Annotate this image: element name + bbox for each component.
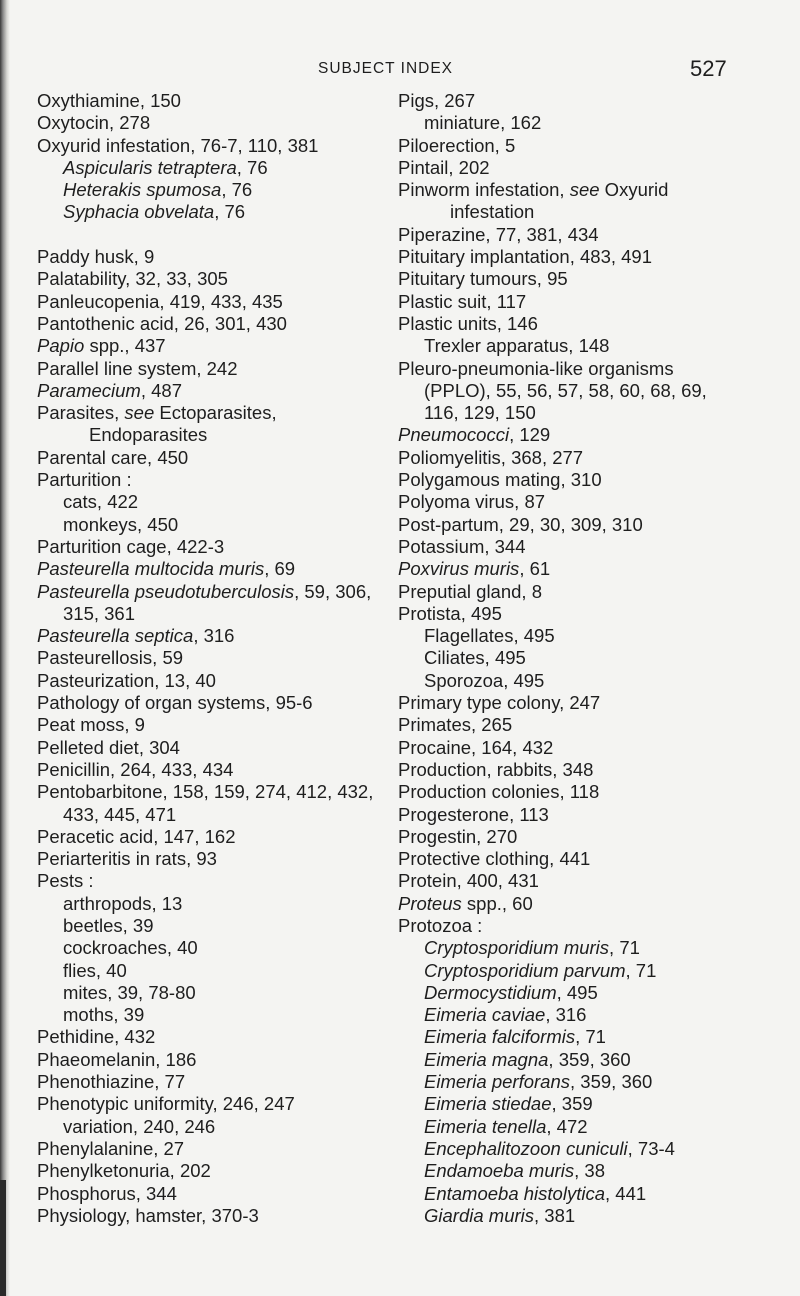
entry-spacer [37,224,382,246]
entry-text: Parturition cage, 422-3 [37,535,225,557]
entry-text-italic: Encephalitozoon cuniculi [424,1137,628,1159]
entry-text: miniature, 162 [424,112,542,134]
entry-text-italic: Eimeria caviae [424,1004,546,1026]
index-entry [398,603,728,625]
index-entry [37,335,382,357]
index-entry [398,714,728,736]
index-subentry [398,647,728,669]
entry-text: , 359, 360 [570,1071,653,1093]
entry-text: , 495 [556,981,598,1003]
index-subentry [398,670,728,692]
index-subentry [398,1004,728,1026]
index-column-right [398,90,728,1227]
index-entry [398,826,728,848]
entry-text-italic: see [124,402,155,424]
entry-text: Pintail, 202 [398,156,490,178]
index-subentry [37,424,382,446]
index-entry [398,313,728,335]
entry-text: Pleuro-pneumonia-like organisms [398,357,674,379]
entry-text: Periarteritis in rats, 93 [37,848,217,870]
entry-text: Peracetic acid, 147, 162 [37,825,236,847]
entry-text: , 61 [519,558,551,580]
entry-text: 116, 129, 150 [424,402,536,424]
entry-text: Phenylalanine, 27 [37,1137,185,1159]
entry-text-italic: Giardia muris [424,1204,534,1226]
entry-text-italic: Cryptosporidium parvum [424,959,626,981]
index-subentry [398,960,728,982]
entry-text: , 76 [214,201,246,223]
index-entry [398,291,728,313]
entry-text: Piloerection, 5 [398,134,516,156]
index-subentry [398,402,728,424]
entry-text: beetles, 39 [63,914,154,936]
index-entry [398,558,728,580]
entry-text: Plastic units, 146 [398,312,538,334]
entry-text: moths, 39 [63,1004,145,1026]
index-entry [398,135,728,157]
index-subentry [37,1116,382,1138]
entry-text-italic: Cryptosporidium muris [424,937,610,959]
index-entry [37,647,382,669]
index-entry [398,848,728,870]
entry-text-italic: Paramecium [37,379,141,401]
index-entry [37,1026,382,1048]
entry-text-italic: Proteus [398,892,462,914]
index-entry [398,491,728,513]
index-entry [398,224,728,246]
index-subentry [398,1026,728,1048]
entry-text: Parturition : [37,469,132,491]
index-subentry [398,982,728,1004]
entry-text: Preputial gland, 8 [398,580,542,602]
index-entry [398,469,728,491]
index-subentry [37,201,382,223]
entry-text: Piperazine, 77, 381, 434 [398,223,599,245]
index-entry [37,581,382,603]
index-entry [398,90,728,112]
entry-text: Pasteurization, 13, 40 [37,669,216,691]
entry-text: , 59, 306, [294,580,372,602]
running-head: SUBJECT INDEX [318,60,454,77]
entry-text: , 472 [546,1115,588,1137]
index-entry [37,246,382,268]
entry-text: Pests : [37,870,94,892]
entry-text: Trexler apparatus, 148 [424,335,610,357]
index-entry [37,112,382,134]
index-subentry [398,380,728,402]
index-entry [37,135,382,157]
entry-text: Oxytocin, 278 [37,112,151,134]
index-entry [37,1160,382,1182]
entry-text: , 359, 360 [548,1048,631,1070]
entry-text: , 359 [551,1093,593,1115]
index-subentry [398,1138,728,1160]
entry-text: , 38 [574,1160,605,1182]
index-entry [37,737,382,759]
entry-text-italic: Eimeria tenella [424,1115,547,1137]
index-entry [37,1183,382,1205]
entry-text: spp., 437 [84,335,166,357]
entry-text: , 71 [575,1026,606,1048]
index-entry [398,514,728,536]
entry-text: Primates, 265 [398,714,513,736]
entry-text-italic: Eimeria stiedae [424,1093,552,1115]
entry-text: Procaine, 164, 432 [398,736,554,758]
entry-text: Progestin, 270 [398,825,518,847]
index-entry [37,759,382,781]
index-subentry [398,1205,728,1227]
entry-text: Sporozoa, 495 [424,669,545,691]
entry-text-italic: Dermocystidium [424,981,557,1003]
index-entry [37,358,382,380]
entry-text: Flagellates, 495 [424,625,555,647]
index-entry [398,581,728,603]
index-entry [37,447,382,469]
entry-text: Polyoma virus, 87 [398,491,546,513]
index-entry [37,826,382,848]
index-entry [398,781,728,803]
entry-text-italic: Aspicularis tetraptera [63,156,237,178]
index-entry [398,536,728,558]
entry-text: , 76 [221,179,253,201]
entry-text: , 76 [236,156,268,178]
index-subentry [37,915,382,937]
entry-text-italic: Eimeria perforans [424,1071,571,1093]
index-entry [37,402,382,424]
index-subentry [398,1116,728,1138]
index-entry [398,358,728,380]
index-entry [37,870,382,892]
entry-text-italic: Eimeria magna [424,1048,549,1070]
index-subentry [398,1093,728,1115]
entry-text: Polygamous mating, 310 [398,469,602,491]
index-entry [37,1049,382,1071]
index-subentry [398,1071,728,1093]
entry-text: Protein, 400, 431 [398,870,539,892]
entry-text: cockroaches, 40 [63,937,198,959]
entry-text: , 71 [609,937,640,959]
index-entry [37,313,382,335]
entry-text: Primary type colony, 247 [398,692,601,714]
index-entry [398,157,728,179]
index-entry [398,447,728,469]
index-entry [398,268,728,290]
entry-text-italic: Poxvirus muris [398,558,520,580]
entry-text: Protista, 495 [398,602,502,624]
page-number: 527 [690,56,727,81]
index-entry [37,558,382,580]
index-entry [37,1071,382,1093]
index-subentry [37,514,382,536]
entry-text: Pigs, 267 [398,90,476,111]
entry-text: Plastic suit, 117 [398,290,527,312]
index-entry [37,291,382,313]
index-subentry [37,157,382,179]
entry-text: Penicillin, 264, 433, 434 [37,758,234,780]
index-subentry [398,937,728,959]
entry-text-italic: Papio [37,335,85,357]
entry-text: (PPLO), 55, 56, 57, 58, 60, 68, 69, [424,379,707,401]
index-entry [37,848,382,870]
entry-text: arthropods, 13 [63,892,183,914]
entry-text: Peat moss, 9 [37,714,145,736]
entry-text-italic: see [569,179,600,201]
page-binding-edge [0,0,10,1296]
entry-text: Pituitary tumours, 95 [398,268,568,290]
entry-text: cats, 422 [63,491,139,513]
index-entry [398,893,728,915]
index-entry [398,759,728,781]
entry-text: 315, 361 [63,602,136,624]
entry-text: , 441 [605,1182,647,1204]
index-entry [398,915,728,937]
entry-text: , 69 [264,558,296,580]
entry-text: Pinworm infestation, [398,179,570,201]
index-subentry [37,179,382,201]
index-subentry [37,491,382,513]
entry-text-italic: Pasteurella pseudotuberculosis [37,580,295,602]
entry-text: Production colonies, 118 [398,781,600,803]
entry-text: Pantothenic acid, 26, 301, 430 [37,312,287,334]
entry-text-italic: Pneumococci [398,424,510,446]
entry-text: , 71 [625,959,657,981]
entry-text: Pentobarbitone, 158, 159, 274, 412, 432, [37,781,374,803]
entry-text: Phaeomelanin, 186 [37,1048,197,1070]
entry-text: Pasteurellosis, 59 [37,647,184,669]
entry-text: , 316 [545,1004,587,1026]
index-entry [398,179,728,201]
entry-text: Pituitary implantation, 483, 491 [398,246,653,268]
entry-text: , 129 [509,424,551,446]
index-entry [37,1205,382,1227]
entry-text: flies, 40 [63,959,127,981]
entry-text-italic: Heterakis spumosa [63,179,222,201]
index-subentry [37,804,382,826]
index-column-left [37,90,382,1227]
entry-text: Pathology of organ systems, 95-6 [37,692,313,714]
index-entry [37,380,382,402]
index-subentry [398,1160,728,1182]
entry-text: Oxyurid infestation, 76-7, 110, 381 [37,134,319,156]
index-subentry [398,625,728,647]
entry-text: Phosphorus, 344 [37,1182,177,1204]
index-entry [37,268,382,290]
entry-text-italic: Syphacia obvelata [63,201,215,223]
entry-text: Potassium, 344 [398,535,526,557]
index-subentry [37,937,382,959]
index-subentry [398,335,728,357]
entry-text: Pelleted diet, 304 [37,736,180,758]
entry-text: Ectoparasites, [154,402,277,424]
index-entry [37,625,382,647]
entry-text-italic: Pasteurella septica [37,625,194,647]
index-subentry [398,1049,728,1071]
entry-text: Post-partum, 29, 30, 309, 310 [398,513,643,535]
entry-text: Pethidine, 432 [37,1026,156,1048]
index-entry [37,670,382,692]
entry-text: Protozoa : [398,914,483,936]
entry-text: variation, 240, 246 [63,1115,216,1137]
entry-text: Endoparasites [89,424,208,446]
entry-text-italic: Eimeria falciformis [424,1026,576,1048]
entry-text: spp., 60 [461,892,533,914]
entry-text: infestation [450,201,535,223]
entry-text: Panleucopenia, 419, 433, 435 [37,290,283,312]
entry-text: Parental care, 450 [37,446,189,468]
index-entry [398,737,728,759]
entry-text: monkeys, 450 [63,513,179,535]
binding-shadow [0,1180,6,1296]
entry-text-italic: Endamoeba muris [424,1160,575,1182]
entry-text: Palatability, 32, 33, 305 [37,268,228,290]
entry-text: Ciliates, 495 [424,647,526,669]
entry-text: , 316 [193,625,235,647]
index-subentry [37,982,382,1004]
entry-text-italic: Entamoeba histolytica [424,1182,605,1204]
entry-text: Phenylketonuria, 202 [37,1160,211,1182]
index-entry [37,536,382,558]
entry-text: mites, 39, 78-80 [63,981,196,1003]
index-subentry [37,960,382,982]
entry-text: Oxyurid [599,179,669,201]
entry-text: Physiology, hamster, 370-3 [37,1204,259,1226]
index-entry [37,90,382,112]
index-entry [37,1093,382,1115]
index-subentry [37,1004,382,1026]
index-entry [398,804,728,826]
entry-text: , 381 [534,1204,576,1226]
index-entry [37,714,382,736]
index-subentry [398,1183,728,1205]
entry-text: Phenotypic uniformity, 246, 247 [37,1093,295,1115]
entry-text: , 73-4 [627,1137,675,1159]
index-subentry [37,603,382,625]
entry-text: Protective clothing, 441 [398,848,591,870]
index-entry [37,1138,382,1160]
index-entry [398,424,728,446]
index-entry [398,246,728,268]
index-entry [37,692,382,714]
index-subentry [398,201,728,223]
index-entry [398,692,728,714]
entry-text: Progesterone, 113 [398,803,549,825]
entry-text: Parallel line system, 242 [37,357,238,379]
entry-text: 433, 445, 471 [63,803,177,825]
entry-text: , 487 [140,379,182,401]
index-entry [37,469,382,491]
page-header [0,58,800,82]
entry-text: Production, rabbits, 348 [398,758,594,780]
entry-text: Phenothiazine, 77 [37,1071,186,1093]
entry-text-italic: Pasteurella multocida muris [37,558,265,580]
entry-text: Oxythiamine, 150 [37,90,181,111]
entry-text: Poliomyelitis, 368, 277 [398,446,584,468]
index-subentry [398,112,728,134]
entry-text: Paddy husk, 9 [37,246,155,268]
index-subentry [37,893,382,915]
entry-text: Parasites, [37,402,125,424]
index-entry [398,870,728,892]
index-entry [37,781,382,803]
